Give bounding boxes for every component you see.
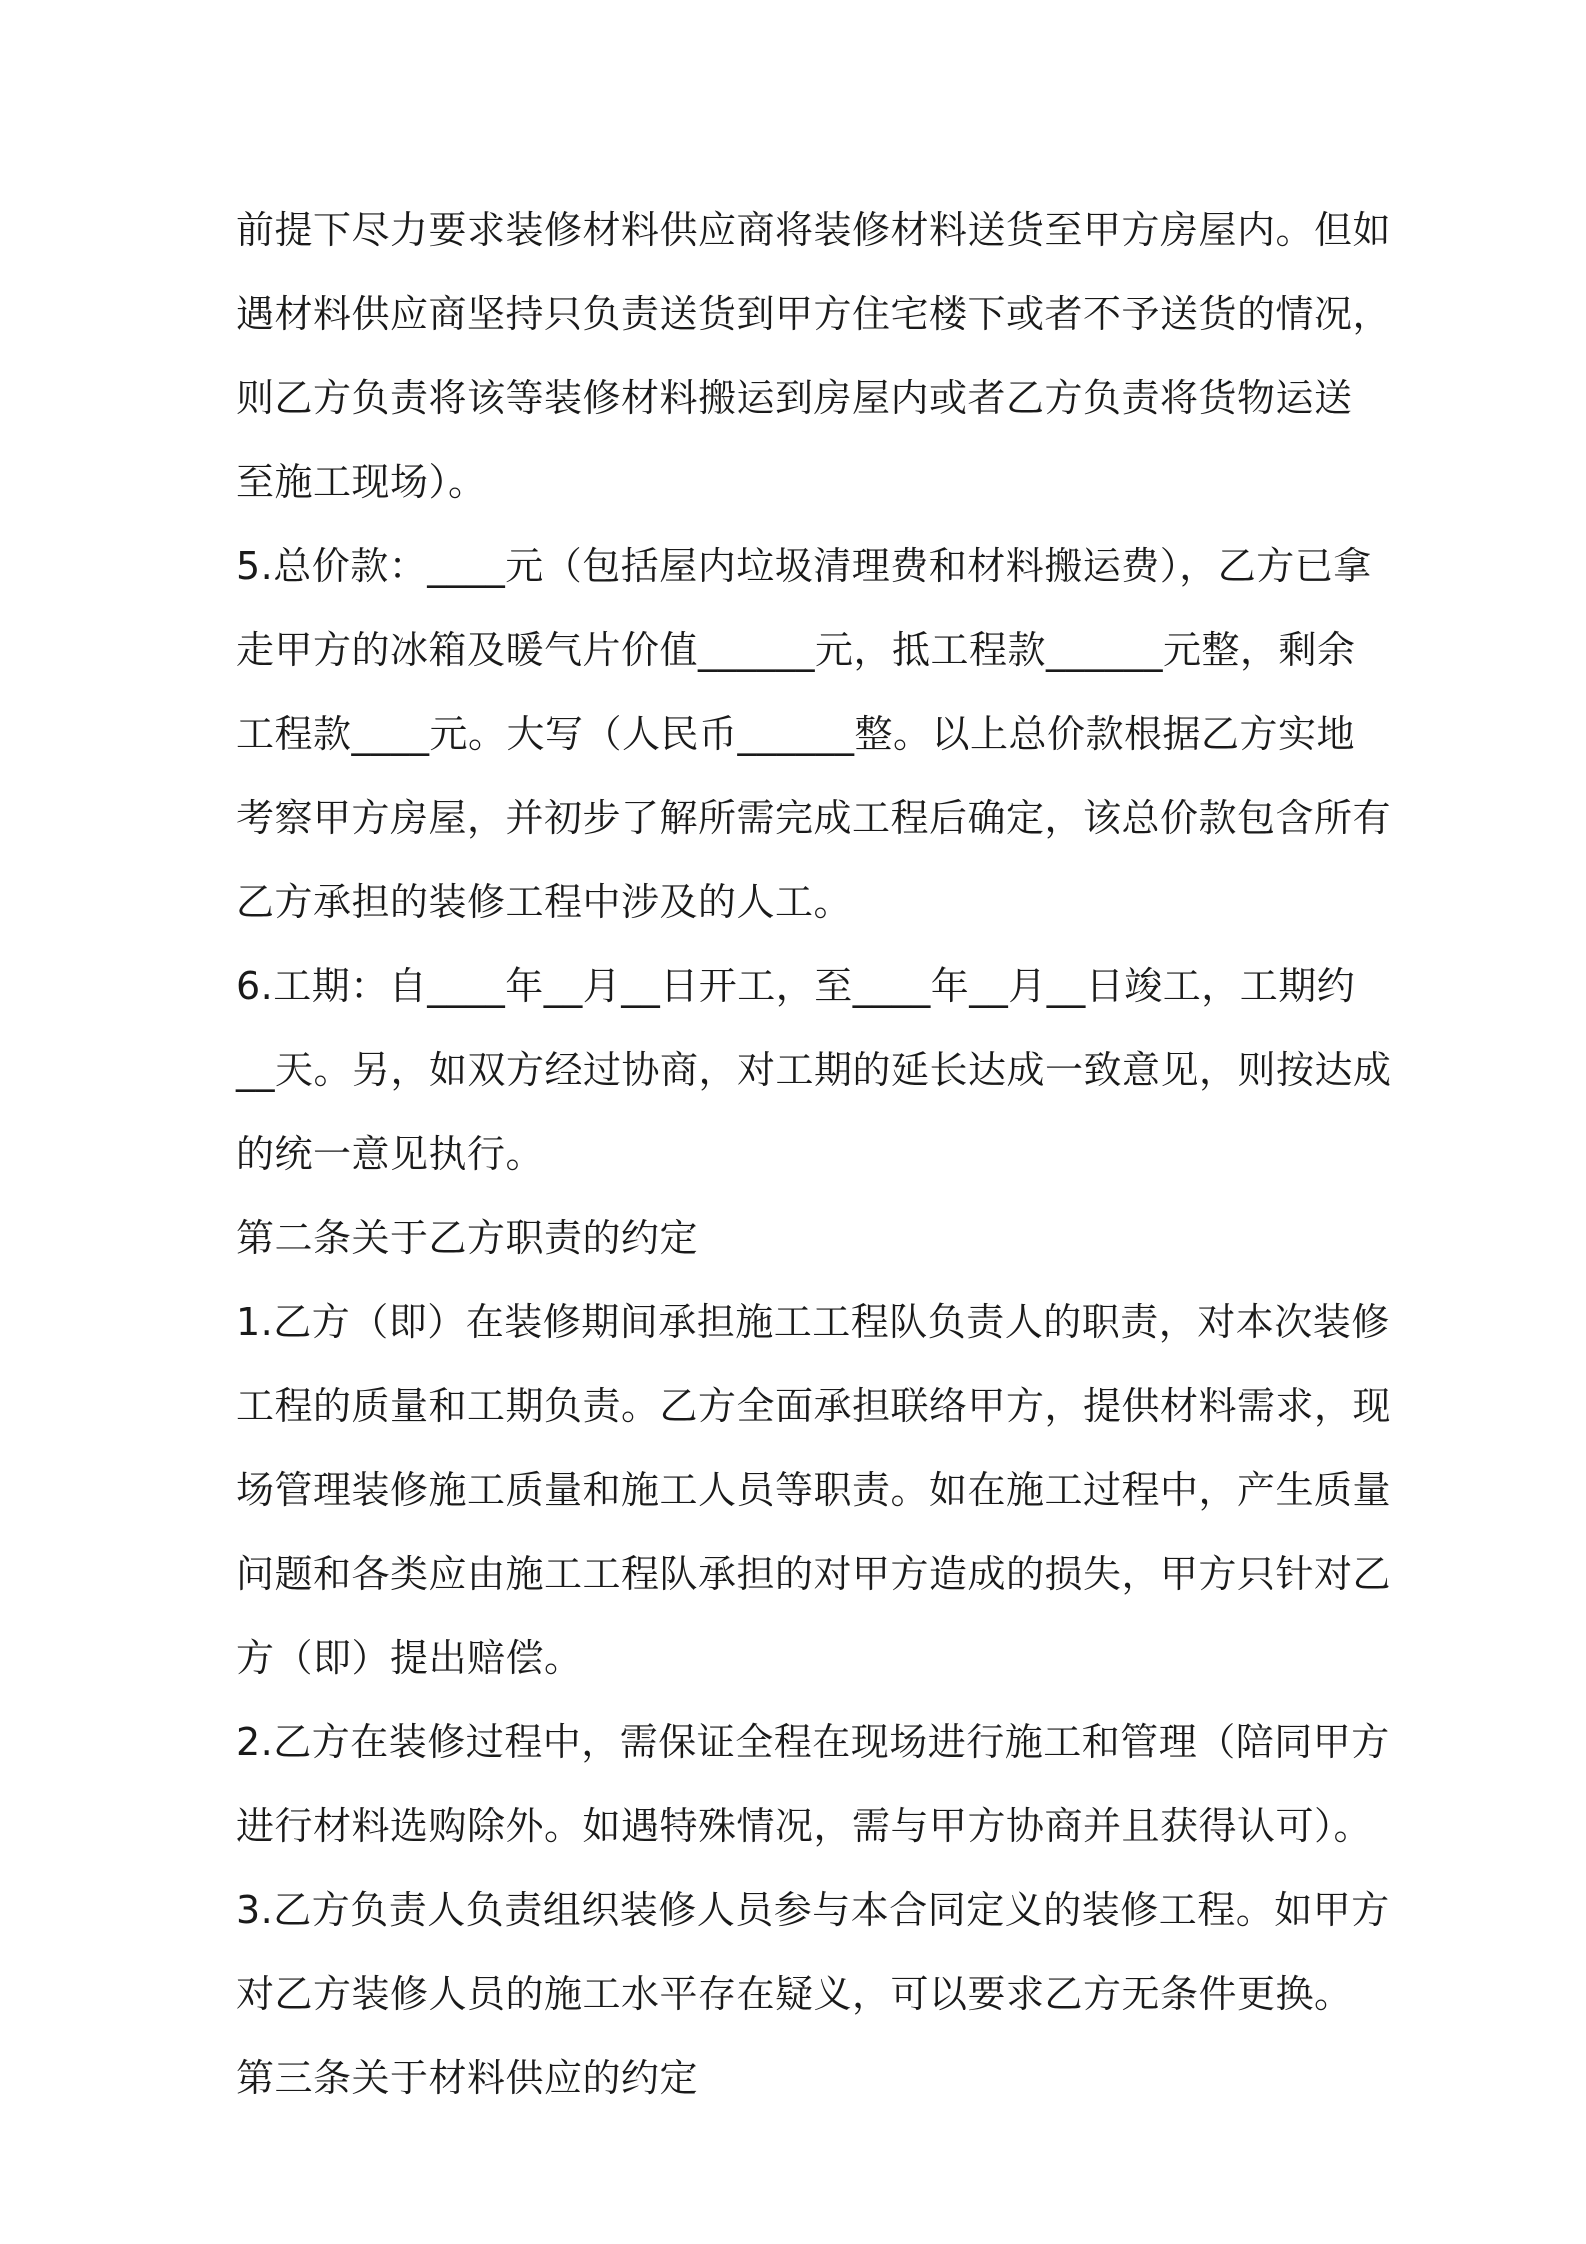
text-line: 走甲方的冰箱及暖气片价值______元，抵工程款______元整，剩余 <box>236 628 1356 672</box>
text-line: 场管理装修施工质量和施工人员等职责。如在施工过程中，产生质量 <box>236 1468 1392 1512</box>
text-line: 工程款____元。大写（人民币______整。以上总价款根据乙方实地 <box>236 712 1356 756</box>
clause-party-b-duty-2: 2.乙方在装修过程中，需保证全程在现场进行施工和管理（陪同甲方 <box>236 1720 1390 1764</box>
text-line: __天。另，如双方经过协商，对工期的延长达成一致意见，则按达成 <box>236 1048 1392 1092</box>
clause-total-price: 5.总价款：____元（包括屋内垃圾清理费和材料搬运费），乙方已拿 <box>236 544 1372 588</box>
contract-text <box>236 188 1392 2120</box>
text-line: 遇材料供应商坚持只负责送货到甲方住宅楼下或者不予送货的情况， <box>236 292 1392 336</box>
clause-party-b-duty-1: 1.乙方（即）在装修期间承担施工工程队负责人的职责，对本次装修 <box>236 1300 1390 1344</box>
text-line: 考察甲方房屋，并初步了解所需完成工程后确定，该总价款包含所有 <box>236 796 1392 840</box>
clause-schedule: 6.工期：自____年__月__日开工，至____年__月__日竣工，工期约 <box>236 964 1356 1008</box>
text-line: 进行材料选购除外。如遇特殊情况，需与甲方协商并且获得认可）。 <box>236 1804 1373 1848</box>
text-line: 问题和各类应由施工工程队承担的对甲方造成的损失，甲方只针对乙 <box>236 1552 1392 1596</box>
clause-party-b-duty-3: 3.乙方负责人负责组织装修人员参与本合同定义的装修工程。如甲方 <box>236 1888 1390 1932</box>
text-line: 乙方承担的装修工程中涉及的人工。 <box>236 880 853 924</box>
section-heading-article-2: 第二条关于乙方职责的约定 <box>236 1216 699 1260</box>
text-line: 的统一意见执行。 <box>236 1132 545 1176</box>
section-heading-article-3: 第三条关于材料供应的约定 <box>236 2056 699 2100</box>
text-line: 前提下尽力要求装修材料供应商将装修材料送货至甲方房屋内。但如 <box>236 208 1392 252</box>
text-line: 对乙方装修人员的施工水平存在疑义，可以要求乙方无条件更换。 <box>236 1972 1353 2016</box>
text-line: 工程的质量和工期负责。乙方全面承担联络甲方，提供材料需求，现 <box>236 1384 1392 1428</box>
text-line: 方（即）提出赔偿。 <box>236 1636 583 1680</box>
text-line: 则乙方负责将该等装修材料搬运到房屋内或者乙方负责将货物运送 <box>236 376 1353 420</box>
text-line: 至施工现场）。 <box>236 460 487 504</box>
